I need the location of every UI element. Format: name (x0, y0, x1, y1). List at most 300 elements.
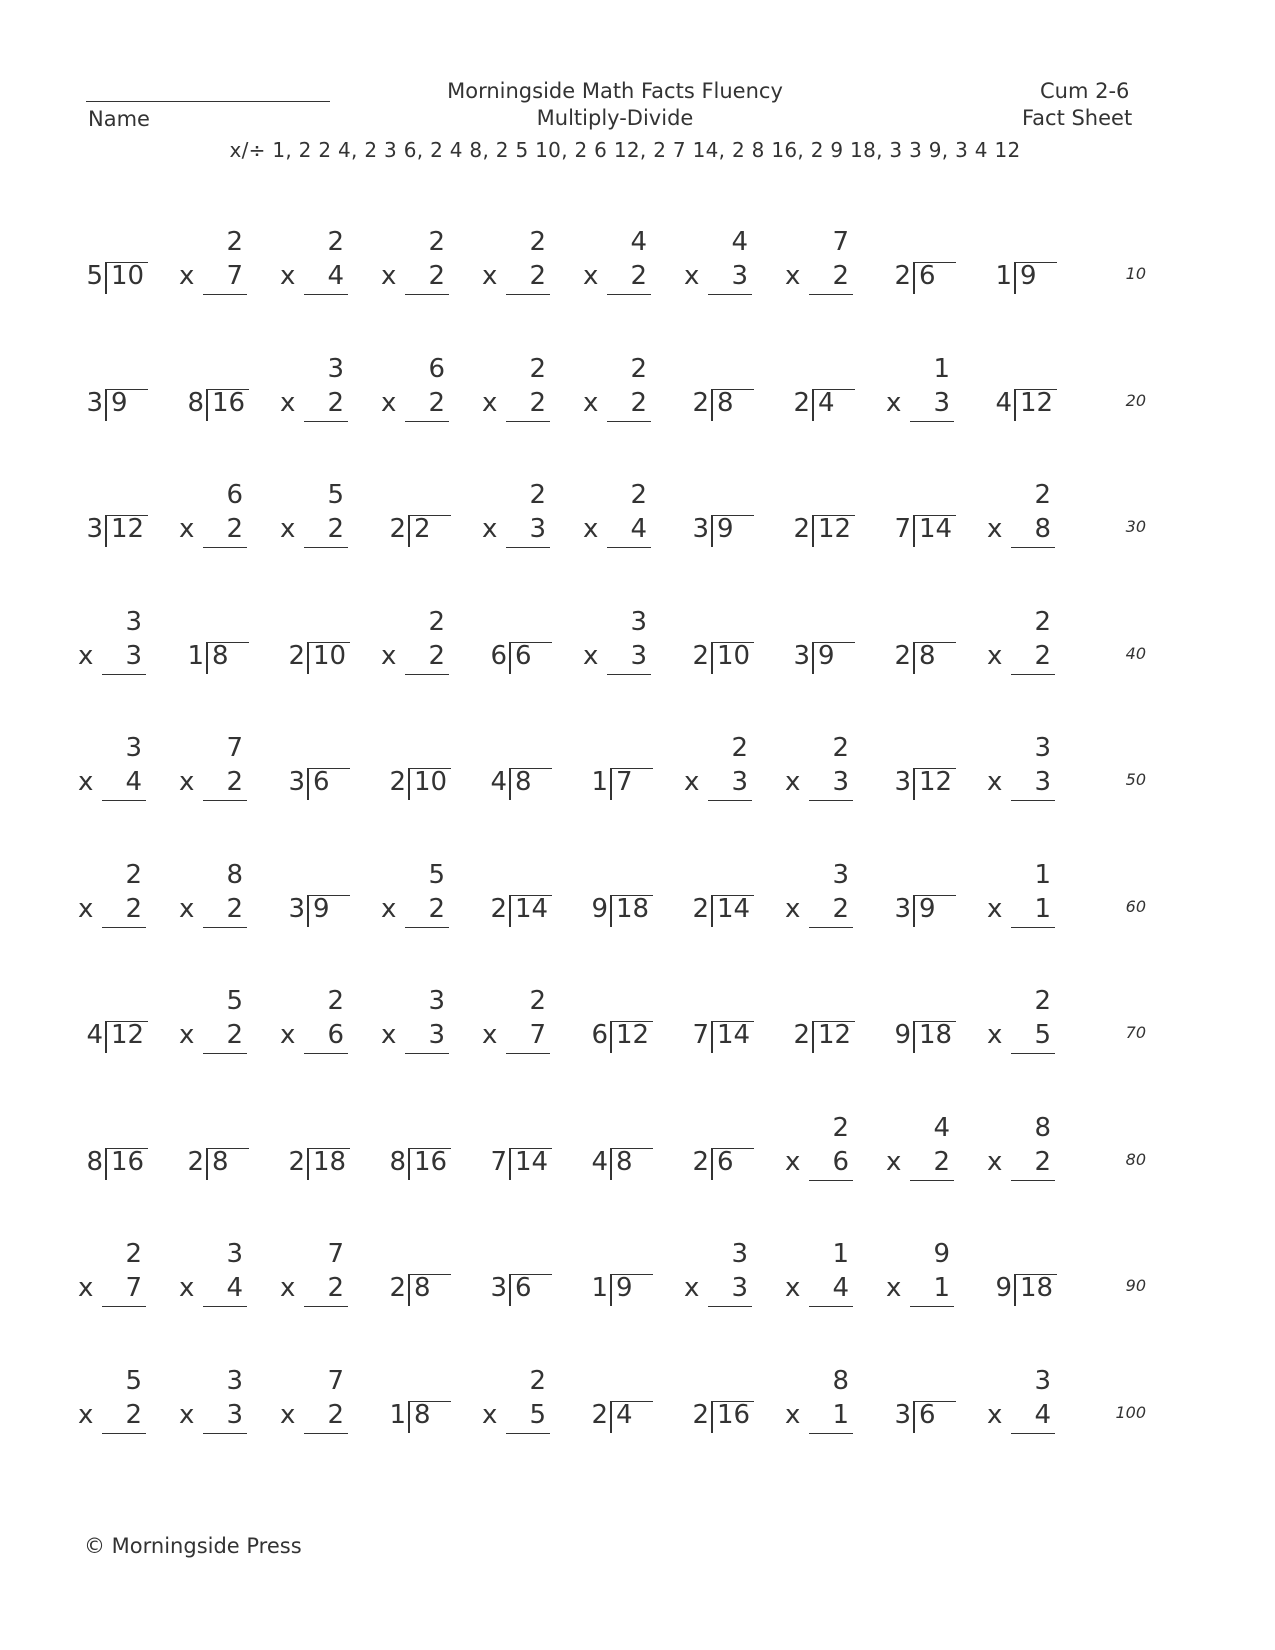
division-bracket-bar (711, 1021, 713, 1053)
multiplication-problem (482, 354, 562, 424)
multiplier: 6 (327, 1020, 344, 1050)
multiplicand: 3 (630, 606, 647, 637)
row-count-label: 40 (1125, 643, 1146, 663)
dividend: 10 (111, 261, 145, 291)
divisor: 8 (86, 1146, 103, 1177)
multiplication-problem (381, 227, 461, 297)
division-problem (684, 388, 764, 432)
multiplicand: 1 (933, 353, 950, 384)
answer-line[interactable] (506, 1053, 550, 1054)
division-problem (886, 1400, 966, 1444)
division-problem (785, 641, 865, 685)
answer-line[interactable] (708, 294, 752, 295)
multiplicand: 5 (226, 986, 243, 1016)
times-sign: x (482, 387, 498, 418)
answer-line[interactable] (203, 1433, 247, 1434)
multiplication-problem (583, 354, 663, 424)
division-bracket-bar (913, 1021, 915, 1053)
multiplier: 2 (529, 387, 546, 418)
division-bracket-bar (610, 1401, 612, 1433)
divisor: 8 (389, 1146, 406, 1177)
divisor: 6 (591, 1020, 608, 1050)
multiplicand: 2 (529, 227, 546, 257)
division-problem (785, 514, 865, 558)
multiplication-problem (179, 986, 259, 1056)
multiplicand: 2 (731, 733, 748, 763)
dividend: 9 (111, 387, 128, 418)
answer-line[interactable] (1011, 547, 1055, 548)
answer-line[interactable] (506, 421, 550, 422)
multiplication-problem (583, 480, 663, 550)
multiplication-problem (987, 480, 1067, 550)
division-problem (78, 388, 158, 432)
times-sign: x (785, 1146, 801, 1177)
division-bracket-bar (509, 768, 511, 800)
row-count-label: 20 (1125, 390, 1146, 410)
multiplier: 4 (327, 261, 344, 291)
division-problem (987, 1273, 1067, 1317)
division-bracket-bar (812, 1021, 814, 1053)
multiplication-problem (482, 986, 562, 1056)
answer-line[interactable] (203, 1306, 247, 1307)
answer-line[interactable] (607, 294, 651, 295)
times-sign: x (583, 261, 599, 291)
multiplication-problem (482, 1366, 562, 1436)
multiplier: 2 (832, 261, 849, 291)
multiplicand: 2 (529, 1365, 546, 1396)
multiplication-problem (179, 1366, 259, 1436)
multiplier: 7 (125, 1273, 142, 1303)
answer-line[interactable] (203, 547, 247, 548)
answer-line[interactable] (203, 1053, 247, 1054)
multiplier: 2 (327, 1399, 344, 1430)
multiplier: 7 (529, 1020, 546, 1050)
fact-list: x/÷ 1, 2 2 4, 2 3 6, 2 4 8, 2 5 10, 2 6 12, 2 7 14, 2 8 16, 2 9 18, 3 3 9, 3 4 12 (229, 138, 1021, 162)
multiplicand: 2 (125, 859, 142, 890)
multiplication-problem (482, 480, 562, 550)
dividend: 18 (313, 1146, 347, 1177)
times-sign: x (179, 1273, 195, 1303)
division-problem (280, 767, 360, 811)
division-problem (482, 894, 562, 938)
multiplication-problem (987, 1366, 1067, 1436)
times-sign: x (179, 767, 195, 797)
times-sign: x (179, 261, 195, 291)
answer-line[interactable] (1011, 927, 1055, 928)
answer-line[interactable] (304, 547, 348, 548)
answer-line[interactable] (506, 294, 550, 295)
division-bracket-bar (913, 642, 915, 674)
multiplicand: 2 (630, 353, 647, 384)
multiplicand: 6 (428, 353, 445, 384)
divisor: 3 (894, 767, 911, 797)
divisor: 2 (591, 1399, 608, 1430)
division-bracket-bar (307, 1148, 309, 1180)
row-count-label: 100 (1115, 1402, 1146, 1422)
worksheet-subtitle: Multiply-Divide (536, 106, 694, 130)
division-problem (785, 1020, 865, 1064)
multiplier: 4 (1034, 1399, 1051, 1430)
dividend: 14 (919, 514, 953, 544)
multiplicand: 2 (428, 227, 445, 257)
division-problem (684, 1020, 764, 1064)
division-bracket-bar (812, 515, 814, 547)
divisor: 1 (591, 767, 608, 797)
division-problem (280, 894, 360, 938)
divisor: 6 (490, 640, 507, 671)
multiplicand: 2 (529, 480, 546, 510)
multiplier: 4 (630, 514, 647, 544)
answer-line[interactable] (1011, 800, 1055, 801)
multiplicand: 2 (327, 986, 344, 1016)
division-bracket-bar (711, 1401, 713, 1433)
row-count-label: 50 (1125, 770, 1146, 789)
multiplicand: 4 (731, 227, 748, 257)
times-sign: x (381, 640, 397, 671)
answer-line[interactable] (304, 294, 348, 295)
divisor: 3 (288, 893, 305, 924)
division-problem (886, 767, 966, 811)
division-bracket-bar (408, 515, 410, 547)
copyright-notice: © Morningside Press (84, 1534, 302, 1558)
division-bracket-bar (509, 642, 511, 674)
multiplier: 2 (327, 1273, 344, 1303)
multiplier: 2 (428, 640, 445, 671)
worksheet-title: Morningside Math Facts Fluency (447, 79, 783, 103)
multiplicand: 6 (226, 480, 243, 510)
answer-line[interactable] (405, 294, 449, 295)
division-bracket-bar (408, 768, 410, 800)
multiplier: 2 (226, 1020, 243, 1050)
multiplication-problem (78, 1239, 158, 1309)
answer-line[interactable] (405, 674, 449, 675)
times-sign: x (78, 767, 94, 797)
answer-line[interactable] (809, 1433, 853, 1434)
dividend: 12 (616, 1020, 650, 1050)
division-bracket-bar (105, 389, 107, 421)
division-problem (886, 641, 966, 685)
multiplication-problem (179, 733, 259, 803)
multiplicand: 1 (832, 1239, 849, 1269)
multiplicand: 2 (428, 606, 445, 637)
times-sign: x (381, 893, 397, 924)
multiplication-problem (886, 354, 966, 424)
dividend: 10 (313, 640, 347, 671)
answer-line[interactable] (910, 1180, 954, 1181)
answer-line[interactable] (304, 1306, 348, 1307)
divisor: 3 (86, 514, 103, 544)
division-problem (482, 1273, 562, 1317)
division-problem (583, 1020, 663, 1064)
row-count-label: 70 (1125, 1023, 1146, 1042)
multiplier: 2 (428, 893, 445, 924)
division-bracket-bar (913, 262, 915, 294)
divisor: 2 (793, 514, 810, 544)
multiplication-problem (785, 1366, 865, 1436)
answer-line[interactable] (102, 1306, 146, 1307)
times-sign: x (381, 387, 397, 418)
multiplication-problem (987, 607, 1067, 677)
divisor: 8 (187, 387, 204, 418)
multiplier: 2 (327, 514, 344, 544)
divisor: 3 (692, 514, 709, 544)
dividend: 6 (515, 1273, 532, 1303)
answer-line[interactable] (203, 927, 247, 928)
multiplicand: 3 (125, 606, 142, 637)
answer-line[interactable] (102, 927, 146, 928)
divisor: 1 (389, 1399, 406, 1430)
multiplicand: 3 (1034, 1365, 1051, 1396)
division-bracket-bar (1014, 389, 1016, 421)
multiplier: 6 (832, 1146, 849, 1177)
answer-line[interactable] (607, 547, 651, 548)
answer-line[interactable] (102, 674, 146, 675)
answer-line[interactable] (304, 1053, 348, 1054)
division-problem (179, 388, 259, 432)
division-bracket-bar (408, 1401, 410, 1433)
divisor: 2 (894, 640, 911, 671)
multiplication-problem (785, 1113, 865, 1183)
multiplier: 2 (1034, 640, 1051, 671)
divisor: 2 (389, 767, 406, 797)
answer-line[interactable] (1011, 1433, 1055, 1434)
multiplicand: 2 (529, 353, 546, 384)
answer-line[interactable] (607, 421, 651, 422)
division-bracket-bar (610, 1021, 612, 1053)
answer-line[interactable] (102, 800, 146, 801)
dividend: 18 (616, 893, 650, 924)
multiplicand: 5 (428, 859, 445, 890)
multiplicand: 2 (226, 227, 243, 257)
multiplicand: 7 (327, 1365, 344, 1396)
multiplicand: 2 (1034, 986, 1051, 1016)
times-sign: x (381, 1020, 397, 1050)
answer-line[interactable] (203, 294, 247, 295)
times-sign: x (381, 261, 397, 291)
times-sign: x (583, 640, 599, 671)
multiplier: 2 (630, 261, 647, 291)
division-problem (583, 894, 663, 938)
multiplication-problem (482, 227, 562, 297)
multiplicand: 8 (1034, 1112, 1051, 1143)
multiplication-problem (280, 1366, 360, 1436)
answer-line[interactable] (304, 421, 348, 422)
name-label: Name (88, 107, 150, 131)
times-sign: x (583, 514, 599, 544)
multiplication-problem (280, 354, 360, 424)
multiplier: 1 (1034, 893, 1051, 924)
multiplicand: 8 (832, 1365, 849, 1396)
dividend: 14 (515, 893, 549, 924)
times-sign: x (78, 1273, 94, 1303)
divisor: 2 (389, 1273, 406, 1303)
dividend: 8 (919, 640, 936, 671)
answer-line[interactable] (809, 1180, 853, 1181)
times-sign: x (280, 514, 296, 544)
multiplier: 2 (327, 387, 344, 418)
division-bracket-bar (913, 768, 915, 800)
multiplication-problem (785, 860, 865, 930)
answer-line[interactable] (607, 674, 651, 675)
times-sign: x (280, 1020, 296, 1050)
dividend: 10 (717, 640, 751, 671)
divisor: 2 (288, 1146, 305, 1177)
divisor: 2 (692, 1146, 709, 1177)
answer-line[interactable] (405, 1053, 449, 1054)
division-problem (482, 1147, 562, 1191)
times-sign: x (280, 1273, 296, 1303)
multiplicand: 2 (630, 480, 647, 510)
divisor: 2 (793, 387, 810, 418)
multiplicand: 9 (933, 1239, 950, 1269)
times-sign: x (886, 387, 902, 418)
answer-line[interactable] (708, 1306, 752, 1307)
times-sign: x (987, 514, 1003, 544)
dividend: 12 (818, 514, 852, 544)
multiplier: 7 (226, 261, 243, 291)
multiplier: 2 (933, 1146, 950, 1177)
cum-label: Cum 2-6 (1040, 79, 1130, 103)
multiplication-problem (785, 1239, 865, 1309)
divisor: 3 (894, 1399, 911, 1430)
multiplier: 4 (125, 767, 142, 797)
division-problem (684, 641, 764, 685)
multiplication-problem (785, 227, 865, 297)
multiplicand: 2 (1034, 606, 1051, 637)
fact-sheet-label: Fact Sheet (1022, 106, 1133, 130)
answer-line[interactable] (910, 421, 954, 422)
dividend: 6 (515, 640, 532, 671)
row-count-label: 10 (1125, 264, 1146, 283)
division-bracket-bar (105, 1021, 107, 1053)
multiplication-problem (179, 860, 259, 930)
multiplication-problem (987, 1113, 1067, 1183)
multiplicand: 2 (529, 986, 546, 1016)
division-bracket-bar (913, 895, 915, 927)
multiplier: 2 (125, 893, 142, 924)
multiplication-problem (987, 986, 1067, 1056)
dividend: 16 (414, 1146, 448, 1177)
times-sign: x (78, 640, 94, 671)
answer-line[interactable] (506, 1433, 550, 1434)
division-bracket-bar (105, 515, 107, 547)
times-sign: x (482, 261, 498, 291)
multiplication-problem (78, 1366, 158, 1436)
answer-line[interactable] (809, 800, 853, 801)
answer-line[interactable] (1011, 1180, 1055, 1181)
dividend: 6 (313, 767, 330, 797)
division-problem (886, 894, 966, 938)
multiplicand: 7 (226, 733, 243, 763)
answer-line[interactable] (506, 547, 550, 548)
division-problem (78, 1147, 158, 1191)
multiplicand: 2 (832, 733, 849, 763)
dividend: 12 (111, 514, 145, 544)
multiplication-problem (785, 733, 865, 803)
multiplication-problem (78, 733, 158, 803)
divisor: 2 (692, 1399, 709, 1430)
answer-line[interactable] (910, 1306, 954, 1307)
divisor: 1 (591, 1273, 608, 1303)
division-problem (381, 1273, 461, 1317)
divisor: 3 (894, 893, 911, 924)
answer-line[interactable] (809, 1306, 853, 1307)
answer-line[interactable] (809, 294, 853, 295)
dividend: 16 (212, 387, 246, 418)
multiplier: 3 (731, 1273, 748, 1303)
dividend: 18 (919, 1020, 953, 1050)
multiplicand: 4 (630, 227, 647, 257)
answer-line[interactable] (708, 800, 752, 801)
multiplication-problem (684, 1239, 764, 1309)
times-sign: x (785, 261, 801, 291)
multiplication-problem (280, 480, 360, 550)
answer-line[interactable] (405, 927, 449, 928)
multiplication-problem (583, 227, 663, 297)
multiplication-problem (179, 480, 259, 550)
row-count-label: 80 (1125, 1149, 1146, 1169)
divisor: 2 (692, 640, 709, 671)
multiplicand: 1 (1034, 859, 1051, 890)
dividend: 8 (616, 1146, 633, 1177)
division-problem (78, 261, 158, 305)
multiplier: 3 (226, 1399, 243, 1430)
multiplier: 2 (226, 767, 243, 797)
dividend: 4 (818, 387, 835, 418)
multiplier: 1 (933, 1273, 950, 1303)
times-sign: x (987, 640, 1003, 671)
answer-line[interactable] (304, 1433, 348, 1434)
division-bracket-bar (610, 1274, 612, 1306)
dividend: 9 (818, 640, 835, 671)
answer-line[interactable] (1011, 1053, 1055, 1054)
times-sign: x (684, 261, 700, 291)
division-problem (684, 1400, 764, 1444)
dividend: 16 (717, 1399, 751, 1430)
answer-line[interactable] (203, 800, 247, 801)
division-bracket-bar (408, 1274, 410, 1306)
divisor: 7 (490, 1146, 507, 1177)
multiplier: 4 (226, 1273, 243, 1303)
divisor: 2 (894, 261, 911, 291)
times-sign: x (583, 387, 599, 418)
division-problem (381, 1147, 461, 1191)
multiplier: 3 (731, 767, 748, 797)
multiplier: 2 (630, 387, 647, 418)
dividend: 6 (919, 1399, 936, 1430)
multiplier: 5 (529, 1399, 546, 1430)
dividend: 14 (717, 1020, 751, 1050)
multiplication-problem (684, 227, 764, 297)
divisor: 9 (894, 1020, 911, 1050)
answer-line[interactable] (405, 421, 449, 422)
answer-line[interactable] (1011, 674, 1055, 675)
divisor: 3 (793, 640, 810, 671)
answer-line[interactable] (102, 1433, 146, 1434)
multiplier: 2 (226, 893, 243, 924)
times-sign: x (684, 767, 700, 797)
divisor: 4 (86, 1020, 103, 1050)
times-sign: x (280, 387, 296, 418)
divisor: 2 (389, 514, 406, 544)
multiplicand: 3 (1034, 733, 1051, 763)
answer-line[interactable] (809, 927, 853, 928)
multiplication-problem (280, 227, 360, 297)
multiplier: 4 (832, 1273, 849, 1303)
division-bracket-bar (105, 1148, 107, 1180)
times-sign: x (78, 893, 94, 924)
multiplication-problem (886, 1239, 966, 1309)
